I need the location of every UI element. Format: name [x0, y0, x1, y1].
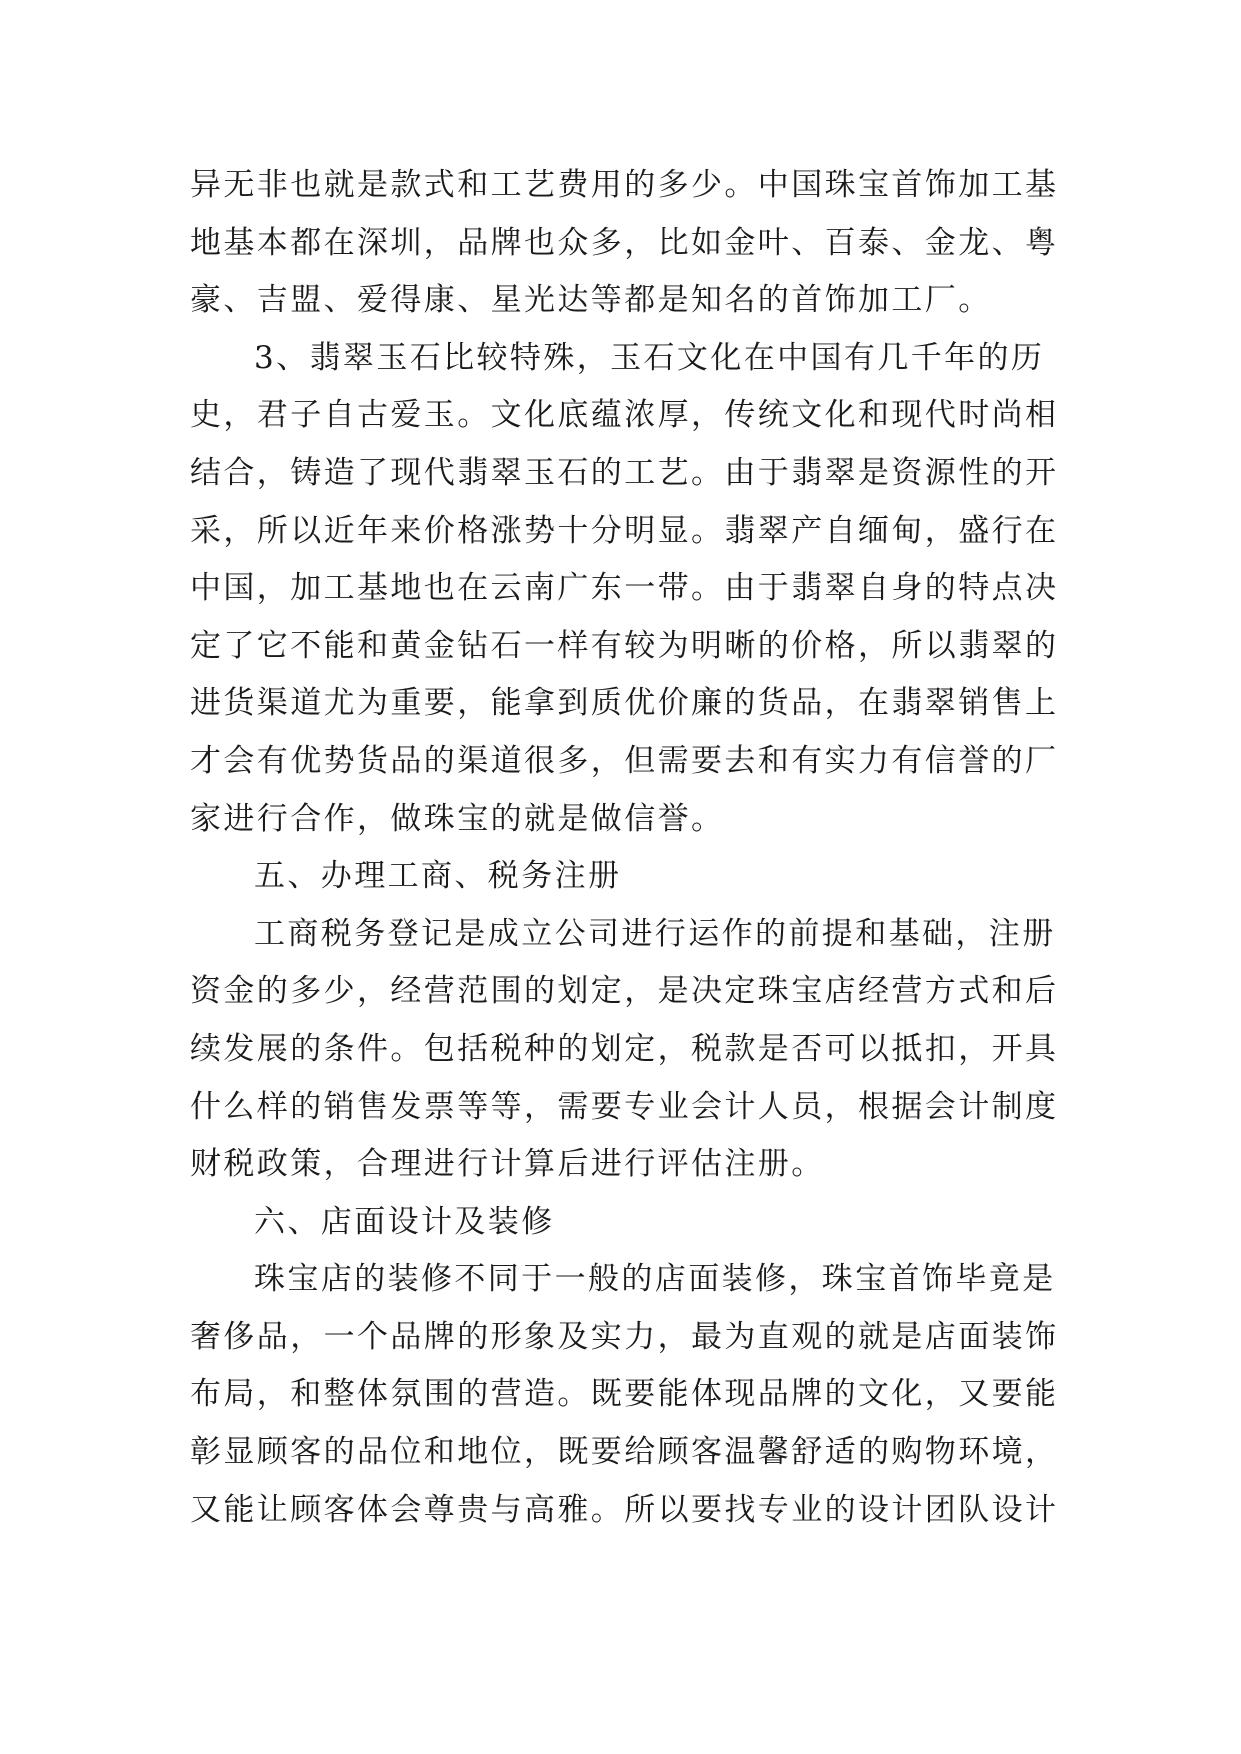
paragraph-jade-start: 3、翡翠玉石比较特殊，玉石文化在中国有几千年的历 — [254, 339, 1045, 376]
text-line: 彰显顾客的品位和地位，既要给顾客温馨舒适的购物环境， — [190, 1434, 1059, 1471]
text-line: 什么样的销售发票等等，需要专业会计人员，根据会计制度 — [190, 1088, 1059, 1125]
text-line: 史，君子自古爱玉。文化底蕴浓厚，传统文化和现代时尚相 — [190, 397, 1059, 434]
text-line: 财税政策，合理进行计算后进行评估注册。 — [190, 1146, 825, 1183]
body-text — [190, 157, 1059, 1539]
text-line: 异无非也就是款式和工艺费用的多少。中国珠宝首饰加工基 — [190, 167, 1059, 203]
text-line: 家进行合作，做珠宝的就是做信誉。 — [190, 800, 725, 837]
text-line: 奢侈品，一个品牌的形象及实力，最为直观的就是店面装饰 — [190, 1318, 1059, 1355]
text-line: 中国，加工基地也在云南广东一带。由于翡翠自身的特点决 — [190, 570, 1059, 607]
section-heading-store-design: 六、店面设计及装修 — [254, 1203, 555, 1240]
text-line: 豪、吉盟、爱得康、星光达等都是知名的首饰加工厂。 — [190, 282, 992, 319]
text-line: 结合，铸造了现代翡翠玉石的工艺。由于翡翠是资源性的开 — [190, 454, 1059, 491]
text-line: 资金的多少，经营范围的划定，是决定珠宝店经营方式和后 — [190, 973, 1059, 1010]
paragraph-store-design-start: 珠宝店的装修不同于一般的店面装修，珠宝首饰毕竟是 — [254, 1261, 1056, 1298]
text-line: 地基本都在深圳，品牌也众多，比如金叶、百泰、金龙、粤 — [190, 224, 1059, 261]
text-line: 进货渠道尤为重要，能拿到质优价廉的货品，在翡翠销售上 — [190, 685, 1059, 722]
text-line: 续发展的条件。包括税种的划定，税款是否可以抵扣，开具 — [190, 1030, 1059, 1067]
text-line: 布局，和整体氛围的营造。既要能体现品牌的文化，又要能 — [190, 1376, 1059, 1413]
text-line: 采，所以近年来价格涨势十分明显。翡翠产自缅甸，盛行在 — [190, 512, 1059, 549]
paragraph-registration-start: 工商税务登记是成立公司进行运作的前提和基础，注册 — [254, 915, 1056, 952]
text-line: 定了它不能和黄金钻石一样有较为明晰的价格，所以翡翠的 — [190, 627, 1059, 664]
text-line: 才会有优势货品的渠道很多，但需要去和有实力有信誉的厂 — [190, 742, 1059, 779]
section-heading-registration: 五、办理工商、税务注册 — [254, 858, 622, 895]
text-line: 又能让顾客体会尊贵与高雅。所以要找专业的设计团队设计 — [190, 1491, 1059, 1528]
